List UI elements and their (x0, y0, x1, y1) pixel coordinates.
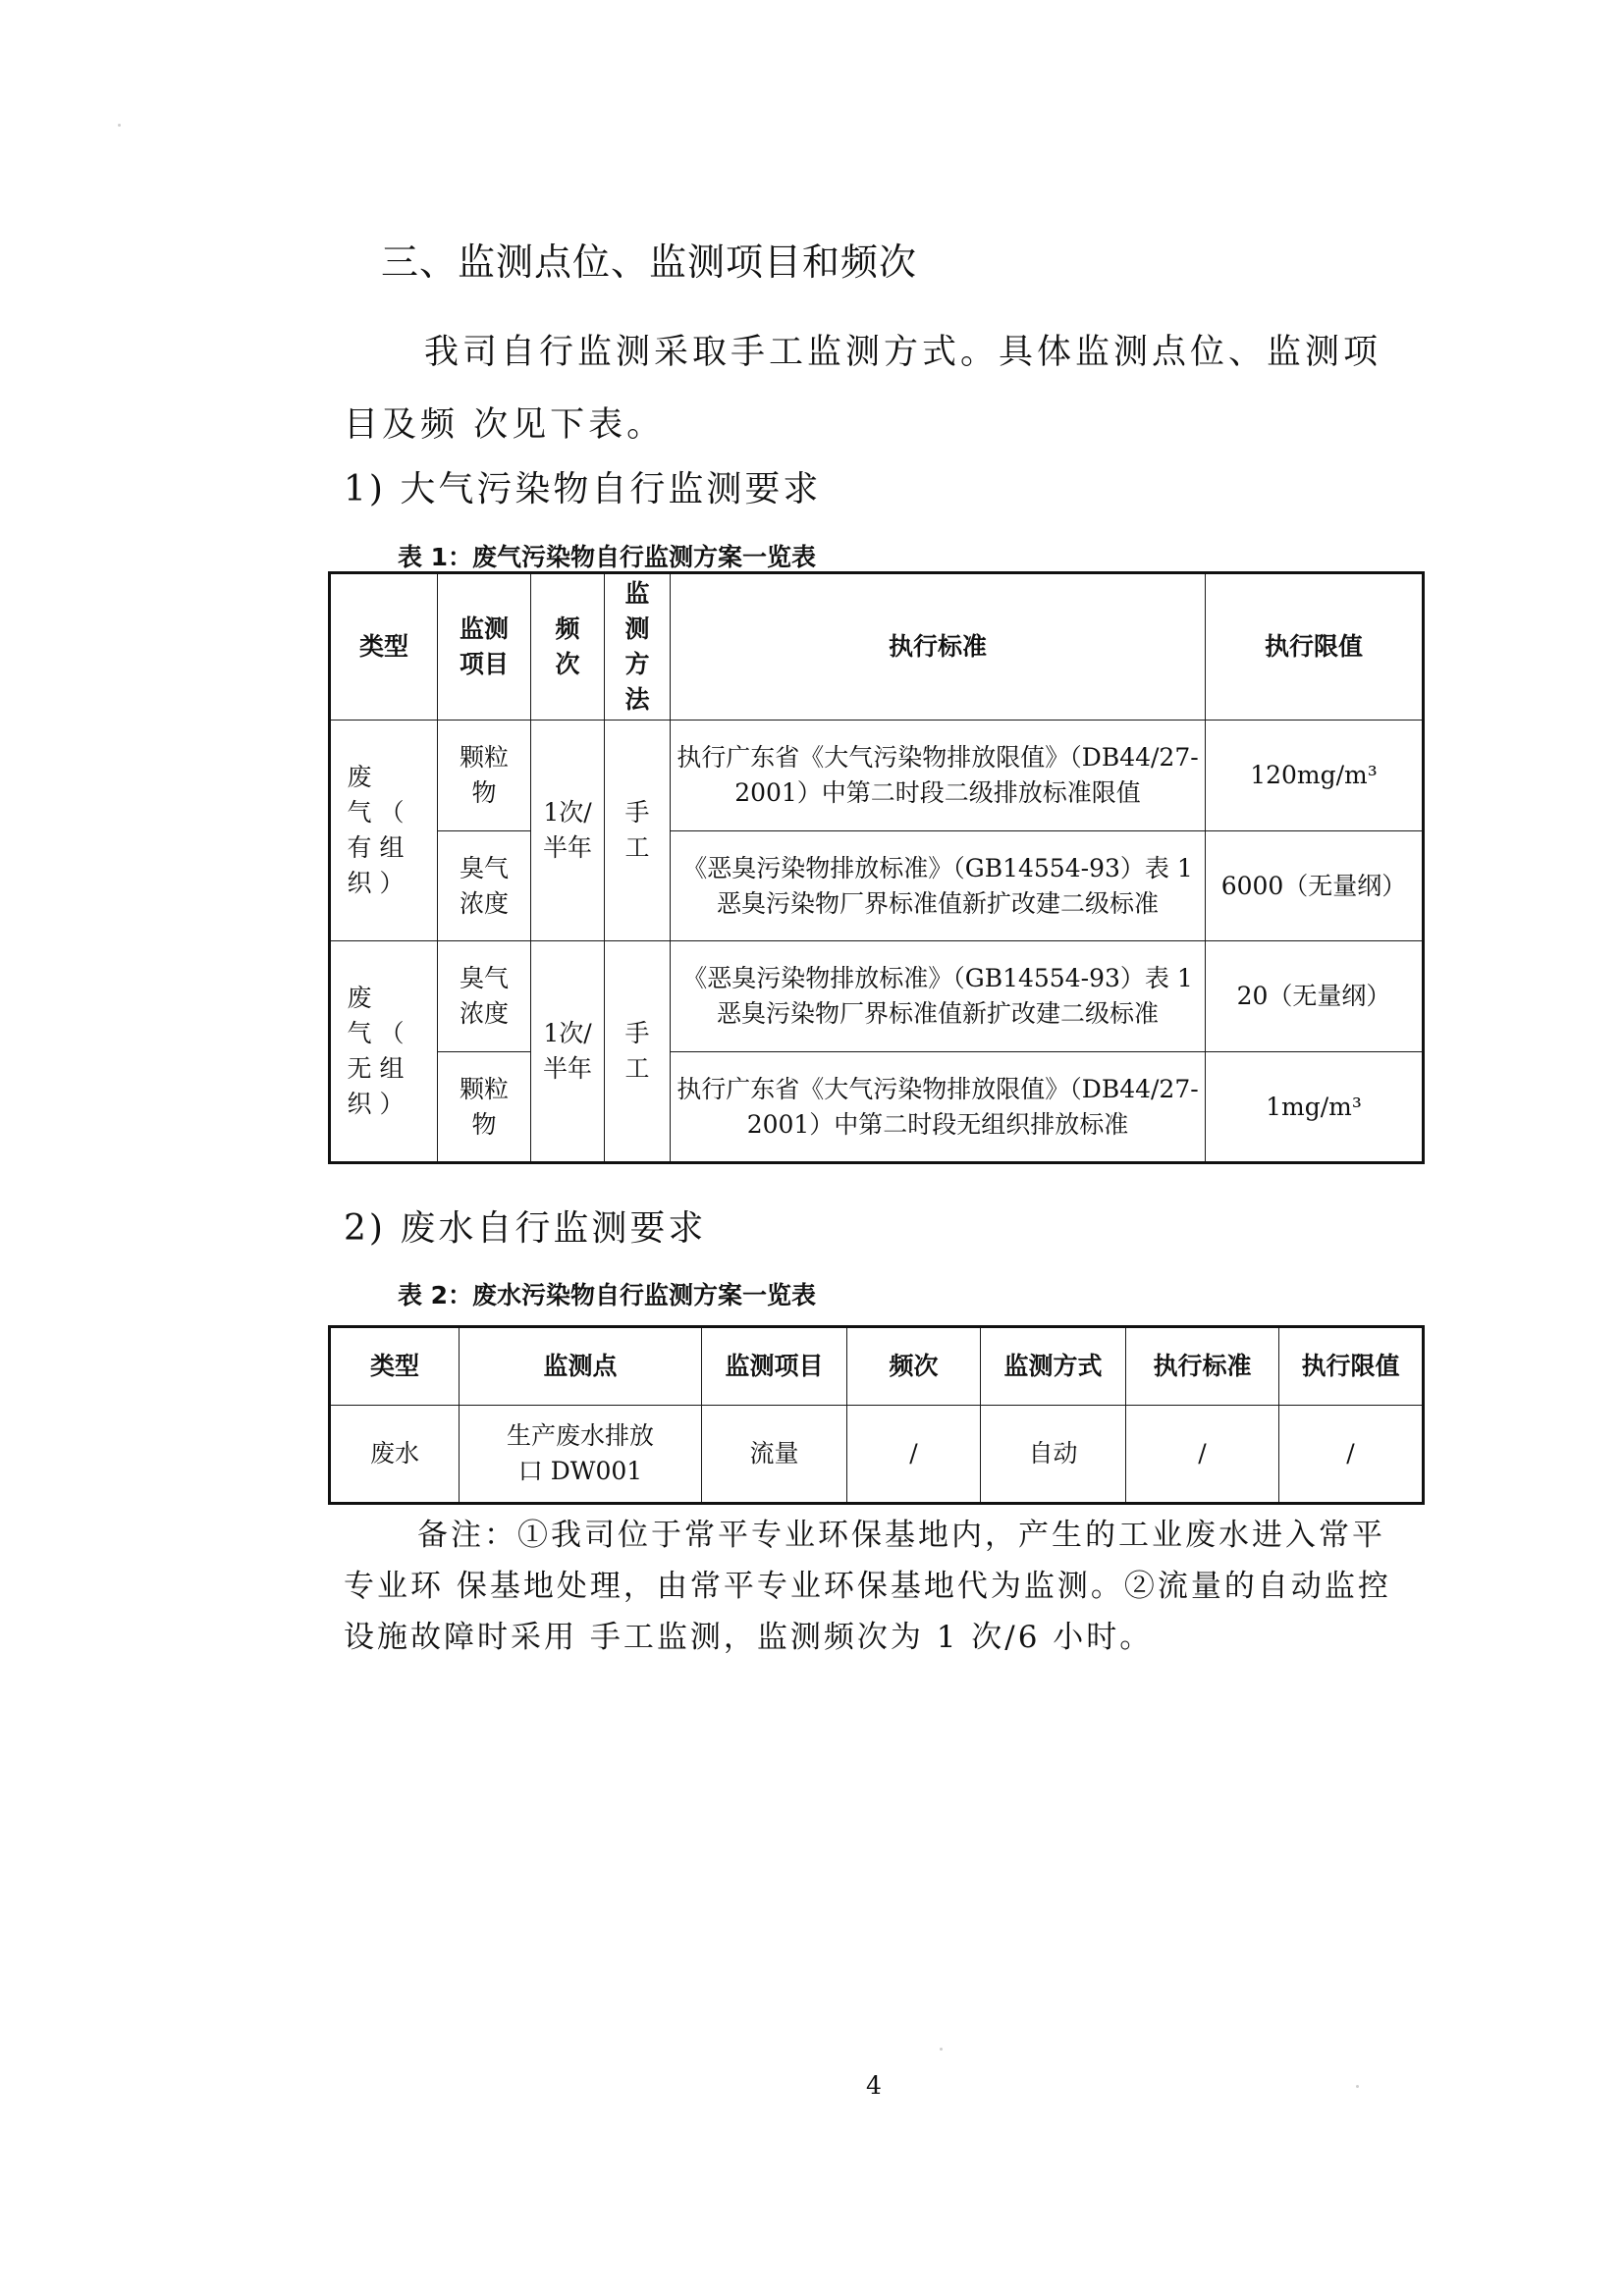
note-paragraph: 备注：①我司位于常平专业环保基地内，产生的工业废水进入常平专业环 保基地处理，由常平专业环保基地代为监测。②流量的自动监控设施故障时采用 手工监测，监测频次为 1 次/6 小时。 (344, 1518, 1391, 1655)
water-monitoring-table (328, 1325, 1425, 1505)
standard-cell: 《恶臭污染物排放标准》（GB14554-93）表 1 恶臭污染物厂界标准值新扩改建二级标准 (671, 831, 1206, 941)
item-cell: 臭气浓度 (438, 941, 531, 1052)
item-cell: 颗粒物 (438, 721, 531, 831)
limit-cell: 120mg/m³ (1206, 721, 1424, 831)
table1-caption: 表 1：废气污染物自行监测方案一览表 (397, 543, 817, 571)
limit-cell: 20（无量纲） (1206, 941, 1424, 1052)
standard-cell: 《恶臭污染物排放标准》（GB14554-93）表 1 恶臭污染物厂界标准值新扩改建二级标准 (671, 941, 1206, 1052)
standard-cell: 执行广东省《大气污染物排放限值》（DB44/27-2001）中第二时段无组织排放标准 (671, 1052, 1206, 1163)
subheading-water: 2) 废水自行监测要求 (344, 1208, 707, 1249)
header-limit: 执行限值 (1206, 573, 1424, 721)
header-item: 监测项目 (702, 1327, 847, 1406)
point-cell: 生产废水排放口 DW001 (460, 1406, 702, 1504)
limit-cell: / (1279, 1406, 1424, 1504)
freq-cell: 1次/半年 (531, 941, 605, 1163)
table-row (330, 831, 1424, 941)
header-freq: 频次 (847, 1327, 981, 1406)
freq-cell: / (847, 1406, 981, 1504)
header-standard: 执行标准 (1126, 1327, 1279, 1406)
type-cell: 废水 (330, 1406, 460, 1504)
subheading-air: 1) 大气污染物自行监测要求 (344, 469, 822, 509)
header-method: 监测方法 (605, 573, 671, 721)
method-cell: 自动 (981, 1406, 1126, 1504)
air-monitoring-table (328, 571, 1425, 1164)
header-type: 类型 (330, 1327, 460, 1406)
freq-cell: 1次/半年 (531, 721, 605, 941)
section-heading: 三、监测点位、监测项目和频次 (381, 240, 918, 284)
table-row (330, 941, 1424, 1052)
item-cell: 流量 (702, 1406, 847, 1504)
table-row (330, 721, 1424, 831)
type-cell: 废 气（ 无组织） (330, 941, 438, 1163)
header-point: 监测点 (460, 1327, 702, 1406)
method-cell: 手工 (605, 941, 671, 1163)
table2-header-row (330, 1327, 1424, 1406)
scan-speck (1356, 2085, 1359, 2088)
item-cell: 臭气浓度 (438, 831, 531, 941)
type-cell: 废 气（ 有组织） (330, 721, 438, 941)
scan-speck (940, 2048, 943, 2051)
table-row (330, 1406, 1424, 1504)
header-freq: 频次 (531, 573, 605, 721)
page-number: 4 (866, 2071, 882, 2100)
table-row (330, 1052, 1424, 1163)
limit-cell: 6000（无量纲） (1206, 831, 1424, 941)
table1-header-row (330, 573, 1424, 721)
scan-speck (118, 124, 121, 127)
header-standard: 执行标准 (671, 573, 1206, 721)
standard-cell: / (1126, 1406, 1279, 1504)
header-method: 监测方式 (981, 1327, 1126, 1406)
standard-cell: 执行广东省《大气污染物排放限值》（DB44/27-2001）中第二时段二级排放标准限值 (671, 721, 1206, 831)
header-limit: 执行限值 (1279, 1327, 1424, 1406)
intro-paragraph: 我司自行监测采取手工监测方式。具体监测点位、监测项目及频 次见下表。 (344, 333, 1382, 445)
limit-cell: 1mg/m³ (1206, 1052, 1424, 1163)
header-type: 类型 (330, 573, 438, 721)
header-item: 监测项目 (438, 573, 531, 721)
method-cell: 手工 (605, 721, 671, 941)
item-cell: 颗粒物 (438, 1052, 531, 1163)
table2-caption: 表 2：废水污染物自行监测方案一览表 (397, 1281, 817, 1309)
